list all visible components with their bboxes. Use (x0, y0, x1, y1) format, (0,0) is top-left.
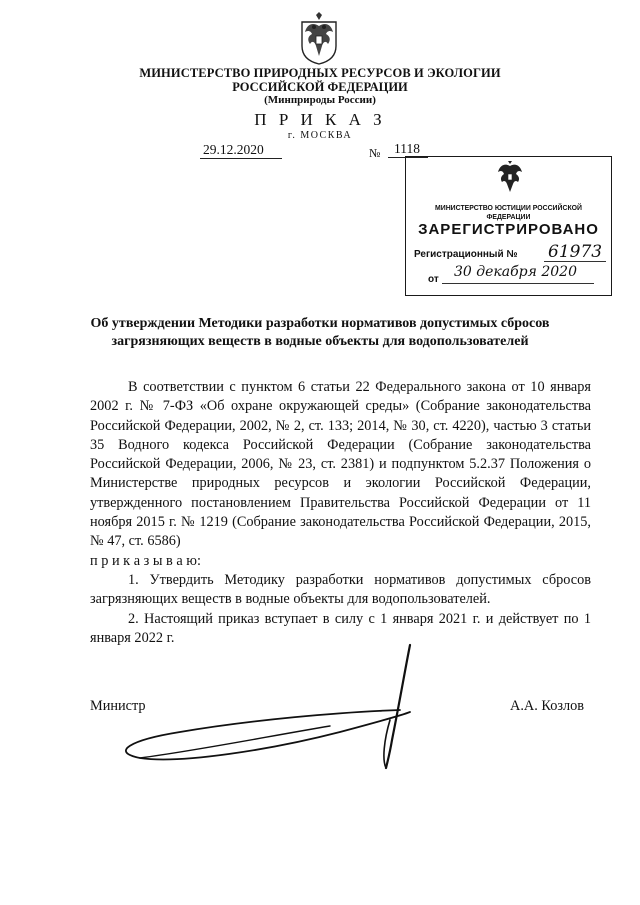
order-number: 1118 (394, 141, 420, 156)
ministry-short-name: (Минприроды России) (264, 94, 376, 106)
ministry-name-line2: РОССИЙСКОЙ ФЕДЕРАЦИИ (232, 80, 408, 94)
stamp-from-label: от (428, 274, 439, 285)
ministry-name-line1: МИНИСТЕРСТВО ПРИРОДНЫХ РЕСУРСОВ И ЭКОЛОГИИ (139, 66, 501, 80)
stamp-eagle-icon (496, 161, 524, 195)
stamp-reg-date: 30 декабря 2020 (454, 264, 577, 280)
signer-title: Министр (90, 698, 146, 714)
city-label: г. МОСКВА (287, 130, 353, 141)
registration-stamp (405, 156, 612, 296)
order-title: П Р И К А З (254, 110, 386, 129)
document-title-line1: Об утверждении Методики разработки нормативов допустимых сбросов (90, 316, 550, 331)
document-title-line2: загрязняющих веществ в водные объекты для водопользователей (111, 334, 529, 349)
stamp-regnum-label: Регистрационный № (414, 249, 518, 260)
date-underline (200, 158, 282, 159)
stamp-regnum-value: 61973 (548, 242, 603, 262)
stamp-date-underline (442, 283, 594, 284)
order-item-1: 1. Утвердить Методику разработки нормативов допустимых сбросов загрязняющих веществ в водные объекты для водопользователей. (90, 571, 591, 608)
stamp-regnum-underline (544, 261, 606, 262)
preamble-paragraph: В соответствии с пунктом 6 статьи 22 Федерального закона от 10 января 2002 г. № 7-ФЗ «Об охране окружающей среды» (Собрание законодательства Российской Федерации, 2002, № 2, ст. 133; 2014, № 30, ст. 4220), частью 3 статьи 35 Водного кодекса Российской Федерации (Собрание законодательства Российской Федерации, 2006, № 23, ст. 2381) и подпунктом 5.2.37 Положения о Министерстве природных ресурсов и экологии Российской Федерации, утвержденного постановлением Правительства Российской Федерации от 11 ноября 2015 г. № 1219 (Собрание законодательства Российской Федерации, 2015, № 47, ст. 6586) (90, 379, 591, 550)
order-word: п р и к а з ы в а ю: (90, 552, 201, 569)
stamp-registered-label: ЗАРЕГИСТРИРОВАНО (418, 221, 599, 238)
document-title (0, 315, 640, 351)
number-sign: № (369, 146, 381, 160)
stamp-org-name: МИНИСТЕРСТВО ЮСТИЦИИ РОССИЙСКОЙ ФЕДЕРАЦИИ (434, 203, 582, 221)
order-item-2: 2. Настоящий приказ вступает в силу с 1 января 2021 г. и действует по 1 января 2022 г. (90, 610, 591, 646)
signer-name: А.А. Козлов (510, 698, 585, 714)
document-body (90, 378, 591, 648)
handwritten-signature (100, 640, 460, 780)
coat-of-arms-emblem (298, 12, 340, 66)
order-date: 29.12.2020 (203, 142, 264, 157)
